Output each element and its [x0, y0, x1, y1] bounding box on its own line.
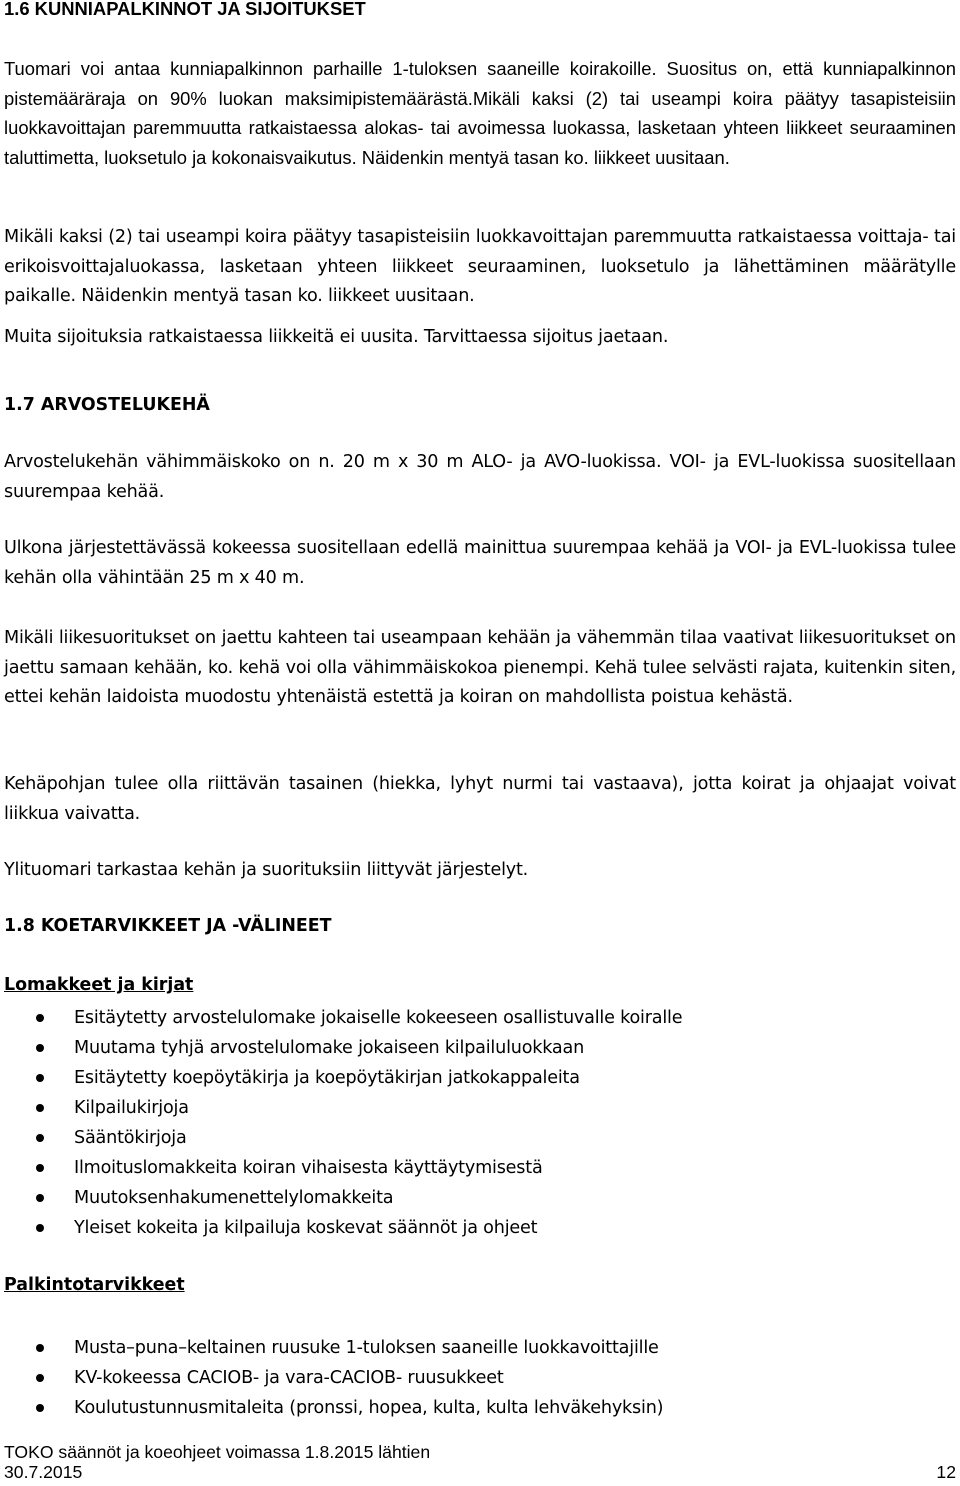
- section-1-8: [4, 916, 956, 936]
- section-heading: 1.8 KOETARVIKKEET JA -VÄLINEET: [4, 916, 332, 936]
- list-item: Muutama tyhjä arvostelulomake jokaiseen kilpailuluokkaan: [4, 1033, 956, 1063]
- subheading: Palkintotarvikkeet: [4, 1275, 185, 1295]
- paragraph-text: Mikäli liikesuoritukset on jaettu kahteen tai useampaan kehään ja vähemmän tilaa vaativat liikesuoritukset on jaettu samaan kehään, ko. kehä voi olla vähimmäiskokoa pienempi. Kehä tulee selvästi rajata, kuitenkin siten, ettei kehän laidoista muodostu yhtenäistä estettä ja koiran on mahdollista poistua kehästä.: [4, 628, 956, 707]
- section-1-6-paragraph-1: [4, 54, 956, 172]
- bullet-icon: [36, 1104, 44, 1112]
- list-item: KV-kokeessa CACIOB- ja vara-CACIOB- ruusukkeet: [4, 1363, 956, 1393]
- bullet-icon: [36, 1404, 44, 1412]
- paragraph-text: Ulkona järjestettävässä kokeessa suositellaan edellä mainittua suurempaa kehää ja VOI- ja EVL-luokissa tulee kehän olla vähintään 25 m x 40 m.: [4, 538, 956, 588]
- list-item: Yleiset kokeita ja kilpailuja koskevat säännöt ja ohjeet: [4, 1213, 956, 1243]
- prizes-list: [4, 1333, 956, 1423]
- subheading-forms: [4, 975, 956, 995]
- section-1-6-paragraph-3: [4, 323, 956, 353]
- section-1-7-paragraph-3: [4, 624, 956, 713]
- paragraph-text: Ylituomari tarkastaa kehän ja suorituksiin liittyvät järjestelyt.: [4, 860, 529, 880]
- bullet-icon: [36, 1194, 44, 1202]
- list-item: Kilpailukirjoja: [4, 1093, 956, 1123]
- subheading-prizes: [4, 1275, 956, 1295]
- list-item: Musta–puna–keltainen ruusuke 1-tuloksen saaneille luokkavoittajille: [4, 1333, 956, 1363]
- section-1-7-paragraph-4: [4, 770, 956, 829]
- paragraph-text: Muita sijoituksia ratkaistaessa liikkeitä ei uusita. Tarvittaessa sijoitus jaetaan.: [4, 327, 669, 347]
- bullet-icon: [36, 1044, 44, 1052]
- list-item: Muutoksenhakumenettelylomakkeita: [4, 1183, 956, 1213]
- subheading: Lomakkeet ja kirjat: [4, 975, 194, 995]
- section-1-6: [4, 0, 956, 20]
- paragraph-text: Tuomari voi antaa kunniapalkinnon parhaille 1-tuloksen saaneille koirakoille. Suositus on, että kunniapalkinnon pistemääräraja on 90% luokan maksimipistemäärästä.: [4, 58, 956, 109]
- bullet-icon: [36, 1374, 44, 1382]
- page-number: 12: [936, 1462, 956, 1482]
- paragraph-text: Arvostelukehän vähimmäiskoko on n. 20 m x 30 m ALO- ja AVO-luokissa. VOI- ja EVL-luokissa suositellaan suurempaa kehää.: [4, 452, 956, 502]
- section-1-7-paragraph-1: [4, 448, 956, 507]
- bullet-icon: [36, 1344, 44, 1352]
- footer-date: 30.7.2015: [4, 1462, 83, 1482]
- section-1-7-paragraph-5: [4, 856, 956, 886]
- list-item: Koulutustunnusmitaleita (pronssi, hopea, kulta, kulta lehväkehyksin): [4, 1393, 956, 1423]
- bullet-icon: [36, 1164, 44, 1172]
- list-item: Esitäytetty koepöytäkirja ja koepöytäkirjan jatkokappaleita: [4, 1063, 956, 1093]
- bullet-icon: [36, 1014, 44, 1022]
- bullet-icon: [36, 1134, 44, 1142]
- section-1-7: [4, 395, 956, 415]
- list-item: Ilmoituslomakkeita koiran vihaisesta käyttäytymisestä: [4, 1153, 956, 1183]
- paragraph-text: Mikäli kaksi (2) tai useampi koira päätyy tasapisteisiin luokkavoittajan paremmuutta ratkaistaessa voittaja- tai erikoisvoittajaluokassa, lasketaan yhteen liikkeet seuraaminen, luoksetulo ja lähettäminen määrätylle paikalle. Näidenkin mentyä tasan ko. liikkeet uusitaan.: [4, 227, 956, 306]
- bullet-icon: [36, 1224, 44, 1232]
- paragraph-text: Mikäli kaksi (2) tai useampi koira päätyy tasapisteisiin luokkavoittajan paremmuutta ratkaistaessa alokas- tai avoimessa luokassa, lasketaan yhteen liikkeet seuraaminen taluttimetta, luoksetulo ja kokonaisvaikutus. Näidenkin mentyä tasan ko. liikkeet uusitaan.: [4, 87, 956, 168]
- paragraph-text: Kehäpohjan tulee olla riittävän tasainen (hiekka, lyhyt nurmi tai vastaava), jotta koirat ja ohjaajat voivat liikkua vaivatta.: [4, 774, 956, 824]
- section-heading: 1.6 KUNNIAPALKINNOT JA SIJOITUKSET: [4, 0, 366, 19]
- page-footer: [4, 1442, 956, 1482]
- list-item: Sääntökirjoja: [4, 1123, 956, 1153]
- section-heading: 1.7 ARVOSTELUKEHÄ: [4, 395, 210, 415]
- section-1-7-paragraph-2: [4, 534, 956, 593]
- list-item: Esitäytetty arvostelulomake jokaiselle kokeeseen osallistuvalle koiralle: [4, 1003, 956, 1033]
- section-1-6-paragraph-2: [4, 223, 956, 312]
- bullet-icon: [36, 1074, 44, 1082]
- forms-list: [4, 1003, 956, 1243]
- footer-title: TOKO säännöt ja koeohjeet voimassa 1.8.2015 lähtien: [4, 1442, 431, 1462]
